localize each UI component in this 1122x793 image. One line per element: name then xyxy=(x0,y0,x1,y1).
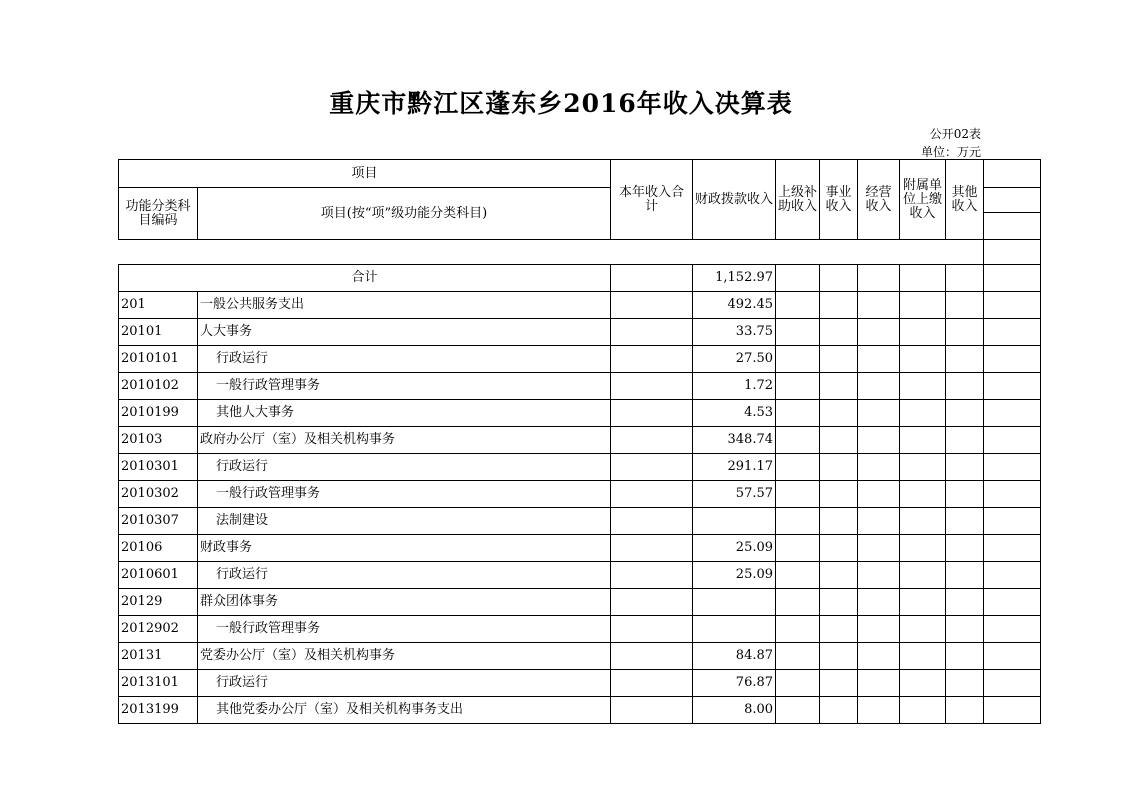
table-row xyxy=(119,400,1041,427)
item-cell: 其他人大事务 xyxy=(198,400,611,427)
business-cell xyxy=(820,562,858,589)
header-affiliated: 附属单位上缴收入 xyxy=(900,160,946,240)
business-cell xyxy=(820,454,858,481)
form-number: 公开02表 xyxy=(929,127,981,141)
total-label: 合计 xyxy=(119,265,611,292)
subsidy-cell xyxy=(776,670,820,697)
fiscal-cell: 27.50 xyxy=(693,346,776,373)
subsidy-cell xyxy=(776,427,820,454)
total-income-cell xyxy=(611,535,693,562)
total-income-cell xyxy=(611,589,693,616)
empty-cell xyxy=(900,265,946,292)
code-cell: 20131 xyxy=(119,643,198,670)
subsidy-cell xyxy=(776,616,820,643)
code-cell: 2010302 xyxy=(119,481,198,508)
other-cell xyxy=(946,400,984,427)
total-income-cell xyxy=(611,373,693,400)
other-cell xyxy=(946,373,984,400)
code-cell: 2010102 xyxy=(119,373,198,400)
code-cell: 20129 xyxy=(119,589,198,616)
fiscal-cell: 291.17 xyxy=(693,454,776,481)
code-cell: 20101 xyxy=(119,319,198,346)
other-cell xyxy=(946,670,984,697)
business-cell xyxy=(820,508,858,535)
total-income-cell xyxy=(611,481,693,508)
affiliated-cell xyxy=(900,589,946,616)
fiscal-cell: 84.87 xyxy=(693,643,776,670)
subsidy-cell xyxy=(776,400,820,427)
empty-cell xyxy=(776,265,820,292)
code-cell: 2010601 xyxy=(119,562,198,589)
table-row xyxy=(119,616,1041,643)
item-cell: 一般行政管理事务 xyxy=(198,481,611,508)
extra-cell xyxy=(984,292,1041,319)
subsidy-cell xyxy=(776,346,820,373)
extra-cell xyxy=(984,346,1041,373)
other-cell xyxy=(946,535,984,562)
code-cell: 20106 xyxy=(119,535,198,562)
item-cell: 其他党委办公厅（室）及相关机构事务支出 xyxy=(198,697,611,724)
total-income-cell xyxy=(611,670,693,697)
total-income-cell xyxy=(611,265,693,292)
business-cell xyxy=(820,319,858,346)
header-other: 其他收入 xyxy=(946,160,984,240)
business-cell xyxy=(820,670,858,697)
table-row xyxy=(119,454,1041,481)
business-cell xyxy=(820,373,858,400)
operating-cell xyxy=(858,292,900,319)
business-cell xyxy=(820,292,858,319)
total-income-cell xyxy=(611,319,693,346)
empty-cell xyxy=(946,265,984,292)
operating-cell xyxy=(858,535,900,562)
extra-cell xyxy=(984,535,1041,562)
operating-cell xyxy=(858,346,900,373)
header-item: 项目(按“项”级功能分类科目) xyxy=(198,188,611,240)
item-cell: 一般行政管理事务 xyxy=(198,373,611,400)
item-cell: 法制建设 xyxy=(198,508,611,535)
table-row xyxy=(119,697,1041,724)
code-cell: 2010301 xyxy=(119,454,198,481)
extra-cell xyxy=(984,697,1041,724)
item-cell: 一般公共服务支出 xyxy=(198,292,611,319)
total-fiscal-cell: 1,152.97 xyxy=(693,265,776,292)
other-cell xyxy=(946,427,984,454)
empty-cell xyxy=(820,265,858,292)
affiliated-cell xyxy=(900,454,946,481)
subsidy-cell xyxy=(776,481,820,508)
business-cell xyxy=(820,400,858,427)
total-income-cell xyxy=(611,400,693,427)
header-row-4 xyxy=(119,240,1041,265)
other-cell xyxy=(946,292,984,319)
table-row xyxy=(119,292,1041,319)
fiscal-cell: 492.45 xyxy=(693,292,776,319)
item-cell: 行政运行 xyxy=(198,670,611,697)
fiscal-cell: 76.87 xyxy=(693,670,776,697)
header-code: 功能分类科目编码 xyxy=(119,188,198,240)
other-cell xyxy=(946,616,984,643)
affiliated-cell xyxy=(900,616,946,643)
business-cell xyxy=(820,616,858,643)
header-blank xyxy=(984,213,1041,240)
header-project: 项目 xyxy=(119,160,611,188)
affiliated-cell xyxy=(900,427,946,454)
unit-label: 单位：万元 xyxy=(920,145,981,159)
subsidy-cell xyxy=(776,643,820,670)
other-cell xyxy=(946,346,984,373)
code-cell: 2010101 xyxy=(119,346,198,373)
total-income-cell xyxy=(611,292,693,319)
total-income-cell xyxy=(611,616,693,643)
header-business: 事业收入 xyxy=(820,160,858,240)
operating-cell xyxy=(858,481,900,508)
other-cell xyxy=(946,319,984,346)
code-cell: 2010199 xyxy=(119,400,198,427)
total-income-cell xyxy=(611,697,693,724)
table-row xyxy=(119,373,1041,400)
other-cell xyxy=(946,697,984,724)
fiscal-cell xyxy=(693,589,776,616)
business-cell xyxy=(820,643,858,670)
subsidy-cell xyxy=(776,589,820,616)
extra-cell xyxy=(984,670,1041,697)
income-table xyxy=(118,159,1041,724)
total-income-cell xyxy=(611,346,693,373)
fiscal-cell: 57.57 xyxy=(693,481,776,508)
item-cell: 财政事务 xyxy=(198,535,611,562)
affiliated-cell xyxy=(900,508,946,535)
fiscal-cell: 4.53 xyxy=(693,400,776,427)
header-fiscal: 财政拨款收入 xyxy=(693,160,776,240)
header-blank xyxy=(984,188,1041,213)
item-cell: 行政运行 xyxy=(198,346,611,373)
other-cell xyxy=(946,454,984,481)
affiliated-cell xyxy=(900,481,946,508)
subsidy-cell xyxy=(776,292,820,319)
operating-cell xyxy=(858,373,900,400)
item-cell: 政府办公厅（室）及相关机构事务 xyxy=(198,427,611,454)
table-row xyxy=(119,589,1041,616)
extra-cell xyxy=(984,427,1041,454)
subsidy-cell xyxy=(776,373,820,400)
item-cell: 人大事务 xyxy=(198,319,611,346)
extra-cell xyxy=(984,373,1041,400)
header-total-income: 本年收入合计 xyxy=(611,160,693,240)
code-cell: 201 xyxy=(119,292,198,319)
table-row xyxy=(119,670,1041,697)
header-row-1 xyxy=(119,160,1041,188)
operating-cell xyxy=(858,670,900,697)
header-blank xyxy=(984,160,1041,188)
extra-cell xyxy=(984,400,1041,427)
empty-cell xyxy=(984,265,1041,292)
total-income-cell xyxy=(611,454,693,481)
fiscal-cell: 8.00 xyxy=(693,697,776,724)
fiscal-cell: 1.72 xyxy=(693,373,776,400)
fiscal-cell: 25.09 xyxy=(693,535,776,562)
total-income-cell xyxy=(611,643,693,670)
subsidy-cell xyxy=(776,454,820,481)
code-cell: 20103 xyxy=(119,427,198,454)
affiliated-cell xyxy=(900,562,946,589)
subsidy-cell xyxy=(776,562,820,589)
affiliated-cell xyxy=(900,400,946,427)
business-cell xyxy=(820,589,858,616)
code-cell: 2013199 xyxy=(119,697,198,724)
operating-cell xyxy=(858,427,900,454)
business-cell xyxy=(820,481,858,508)
extra-cell xyxy=(984,454,1041,481)
operating-cell xyxy=(858,454,900,481)
operating-cell xyxy=(858,697,900,724)
extra-cell xyxy=(984,562,1041,589)
table-row xyxy=(119,427,1041,454)
affiliated-cell xyxy=(900,697,946,724)
affiliated-cell xyxy=(900,346,946,373)
extra-cell xyxy=(984,481,1041,508)
fiscal-cell xyxy=(693,508,776,535)
subsidy-cell xyxy=(776,535,820,562)
table-row xyxy=(119,562,1041,589)
fiscal-cell xyxy=(693,616,776,643)
table-body xyxy=(119,160,1041,724)
affiliated-cell xyxy=(900,670,946,697)
business-cell xyxy=(820,346,858,373)
other-cell xyxy=(946,643,984,670)
header-blank xyxy=(984,240,1041,265)
header-subsidy: 上级补助收入 xyxy=(776,160,820,240)
other-cell xyxy=(946,562,984,589)
subsidy-cell xyxy=(776,697,820,724)
subsidy-cell xyxy=(776,508,820,535)
extra-cell xyxy=(984,589,1041,616)
fiscal-cell: 25.09 xyxy=(693,562,776,589)
other-cell xyxy=(946,481,984,508)
affiliated-cell xyxy=(900,292,946,319)
fiscal-cell: 33.75 xyxy=(693,319,776,346)
other-cell xyxy=(946,589,984,616)
operating-cell xyxy=(858,562,900,589)
extra-cell xyxy=(984,319,1041,346)
header-spacer xyxy=(119,240,984,265)
item-cell: 行政运行 xyxy=(198,454,611,481)
business-cell xyxy=(820,427,858,454)
business-cell xyxy=(820,697,858,724)
operating-cell xyxy=(858,400,900,427)
table-row xyxy=(119,535,1041,562)
header-operating: 经营收入 xyxy=(858,160,900,240)
business-cell xyxy=(820,535,858,562)
total-income-cell xyxy=(611,427,693,454)
code-cell: 2012902 xyxy=(119,616,198,643)
affiliated-cell xyxy=(900,535,946,562)
table-row xyxy=(119,481,1041,508)
subsidy-cell xyxy=(776,319,820,346)
table-row xyxy=(119,508,1041,535)
extra-cell xyxy=(984,643,1041,670)
operating-cell xyxy=(858,589,900,616)
code-cell: 2010307 xyxy=(119,508,198,535)
table-row xyxy=(119,319,1041,346)
operating-cell xyxy=(858,508,900,535)
item-cell: 行政运行 xyxy=(198,562,611,589)
item-cell: 一般行政管理事务 xyxy=(198,616,611,643)
extra-cell xyxy=(984,508,1041,535)
affiliated-cell xyxy=(900,643,946,670)
affiliated-cell xyxy=(900,373,946,400)
fiscal-cell: 348.74 xyxy=(693,427,776,454)
extra-cell xyxy=(984,616,1041,643)
code-cell: 2013101 xyxy=(119,670,198,697)
affiliated-cell xyxy=(900,319,946,346)
operating-cell xyxy=(858,319,900,346)
total-row xyxy=(119,265,1041,292)
total-income-cell xyxy=(611,562,693,589)
item-cell: 党委办公厅（室）及相关机构事务 xyxy=(198,643,611,670)
table-row xyxy=(119,346,1041,373)
operating-cell xyxy=(858,643,900,670)
other-cell xyxy=(946,508,984,535)
total-income-cell xyxy=(611,508,693,535)
table-row xyxy=(119,643,1041,670)
item-cell: 群众团体事务 xyxy=(198,589,611,616)
empty-cell xyxy=(858,265,900,292)
operating-cell xyxy=(858,616,900,643)
report-title: 重庆市黔江区蓬东乡2016年收入决算表 xyxy=(329,89,793,118)
